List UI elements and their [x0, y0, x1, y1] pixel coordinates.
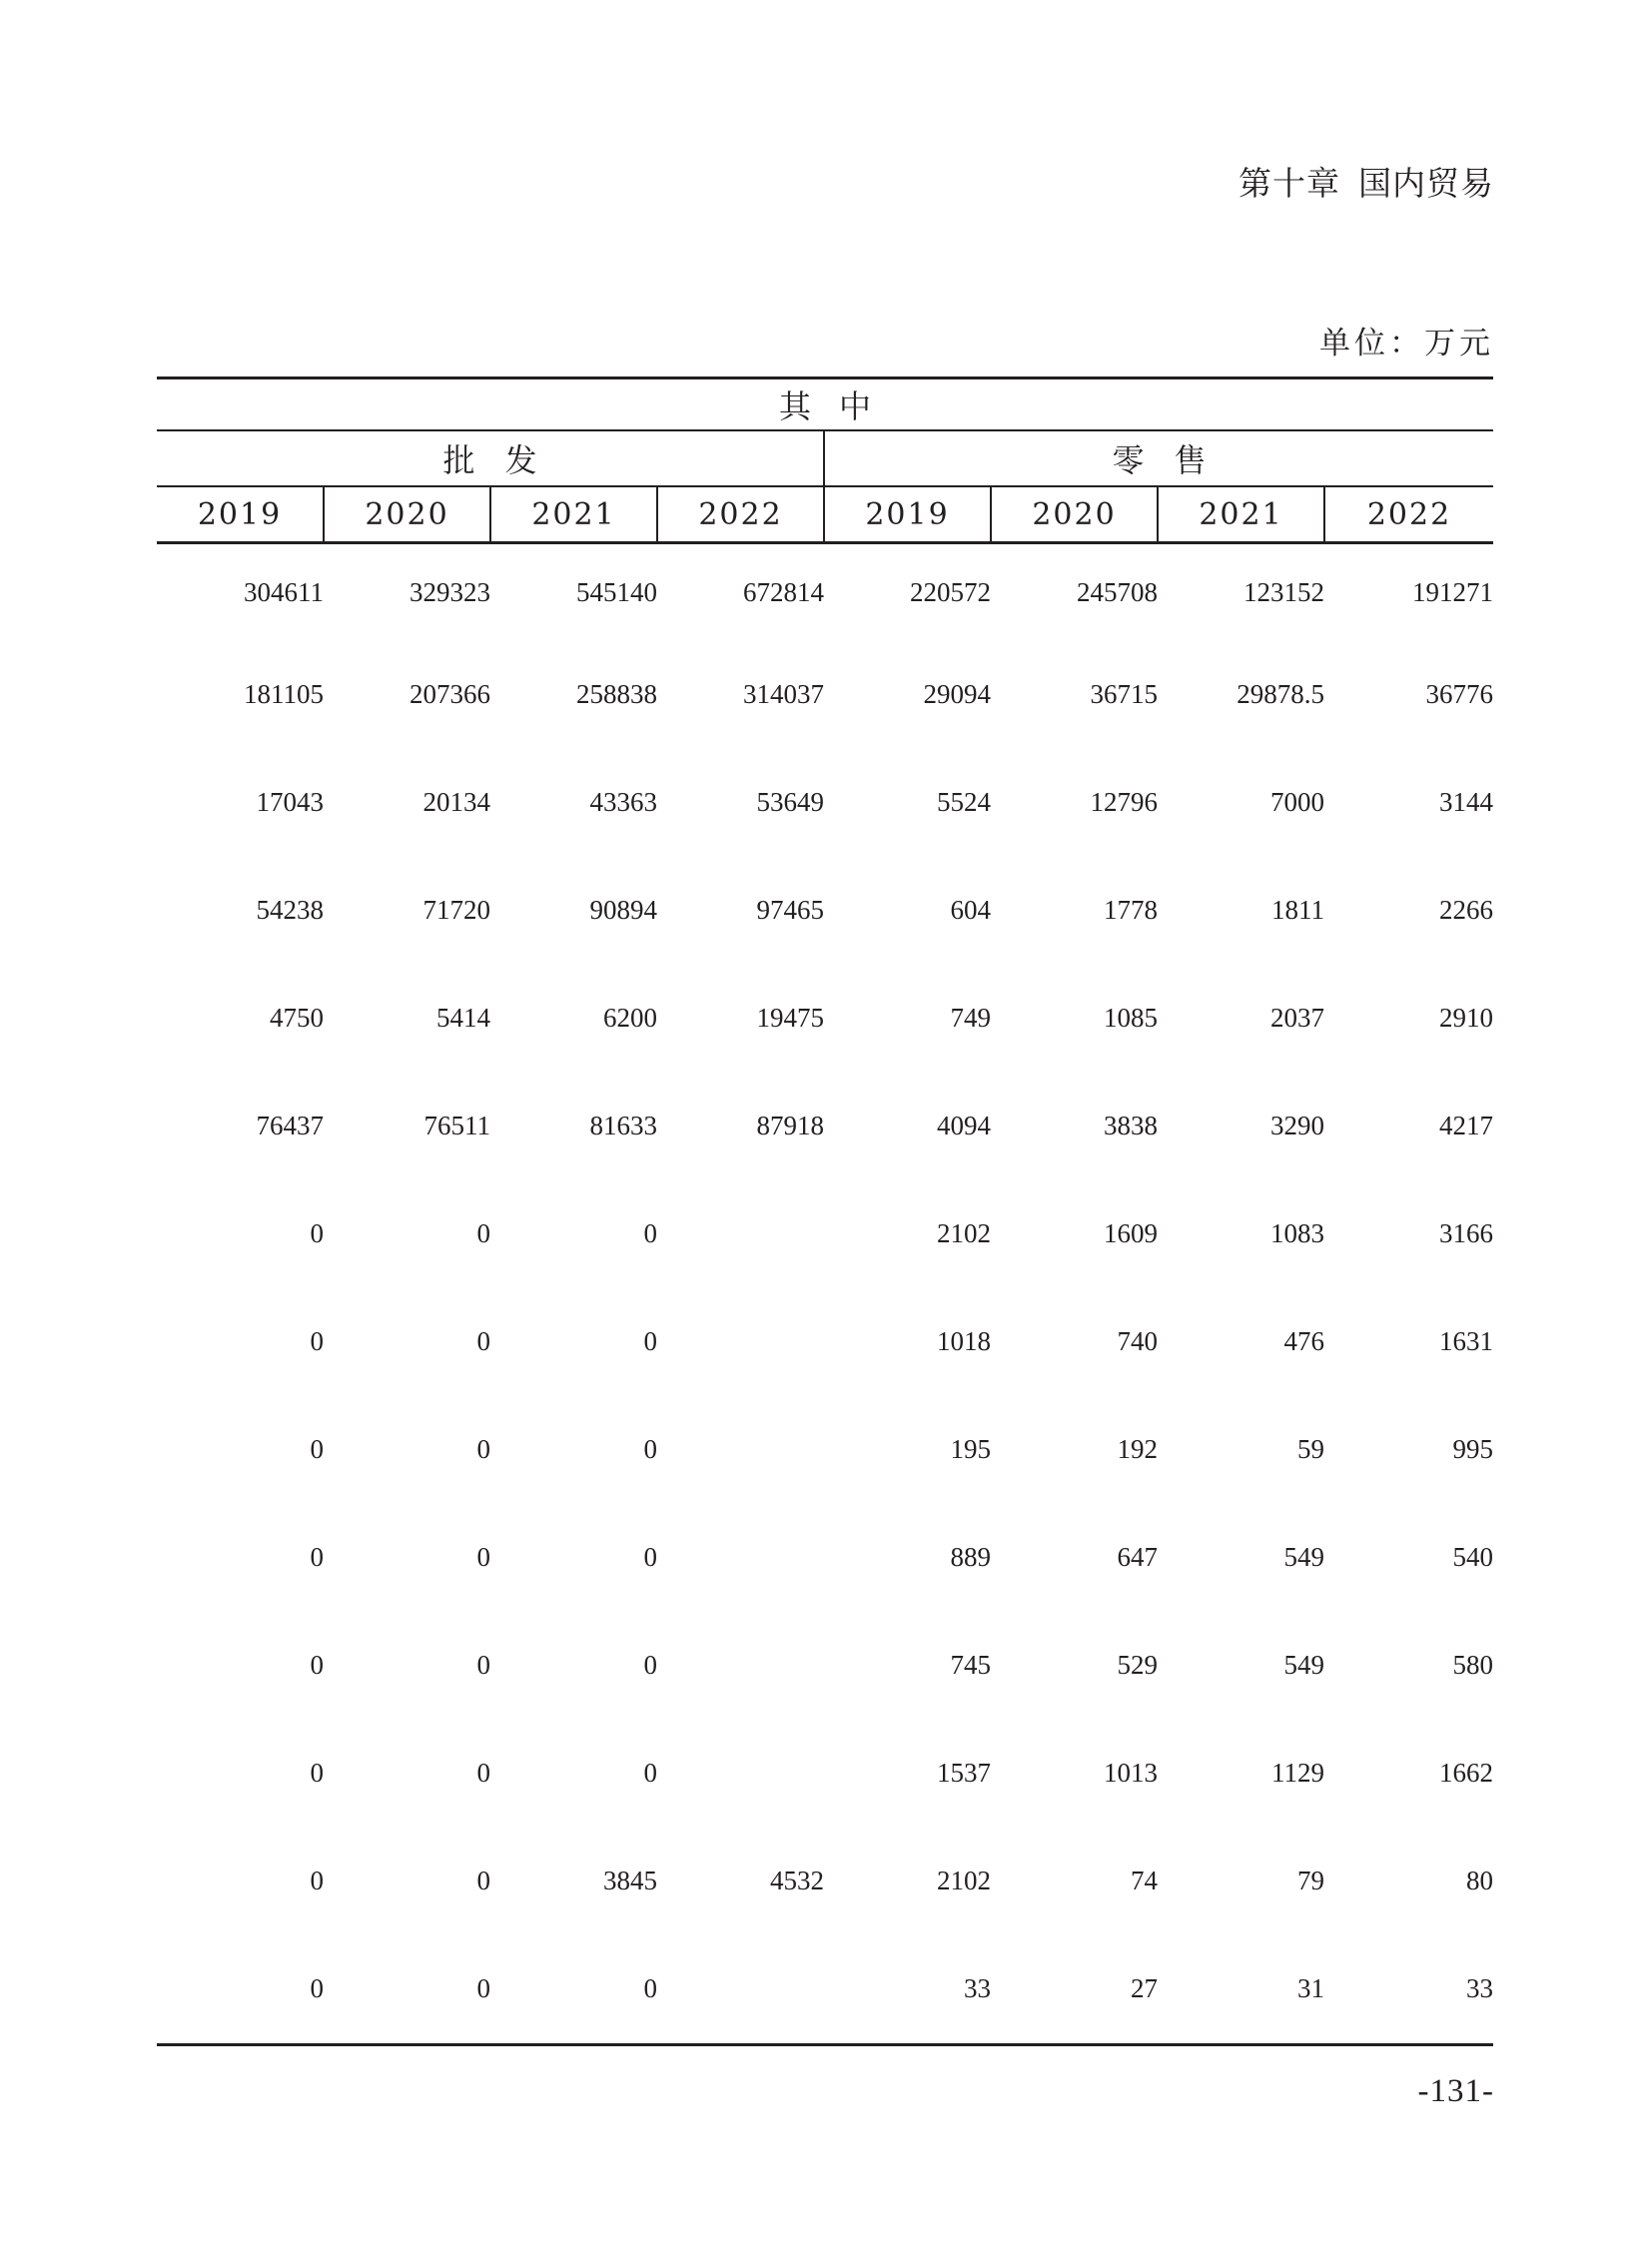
table-cell: 0	[643, 1757, 657, 1788]
table-cell: 76511	[423, 1110, 490, 1140]
chapter-number: 第十章	[1239, 164, 1340, 203]
table-header	[157, 378, 1493, 543]
table-cell: 81633	[589, 1110, 657, 1140]
page-number: -131-	[1417, 2073, 1494, 2109]
table-cell: 304611	[244, 576, 324, 607]
table-cell: 0	[310, 1541, 324, 1572]
table-cell: 549	[1283, 1541, 1324, 1572]
table-cell: 3290	[1270, 1110, 1324, 1140]
table-cell: 0	[476, 1541, 490, 1572]
table-cell: 29094	[923, 678, 991, 709]
table-row	[157, 1287, 1493, 1395]
table-cell: 54238	[256, 894, 324, 925]
table-body	[157, 543, 1493, 2043]
table-cell: 80	[1466, 1865, 1494, 1895]
table-row	[157, 1503, 1493, 1611]
table-cell: 0	[476, 1865, 490, 1895]
table-row	[157, 1179, 1493, 1287]
year-header: 2021	[1158, 486, 1324, 543]
table-cell: 2910	[1439, 1002, 1494, 1033]
table-cell: 87918	[756, 1110, 824, 1140]
table-cell: 245708	[1077, 576, 1158, 607]
table-cell: 4217	[1439, 1110, 1494, 1140]
table-cell: 1537	[937, 1757, 991, 1788]
year-header: 2020	[991, 486, 1158, 543]
table-row	[157, 1827, 1493, 1934]
table-cell: 0	[643, 1541, 657, 1572]
table-cell: 76437	[256, 1110, 324, 1140]
table-cell: 0	[643, 1433, 657, 1464]
table-cell: 53649	[756, 786, 824, 817]
table-cell: 123152	[1243, 576, 1324, 607]
table-cell: 33	[1466, 1972, 1494, 2003]
table-cell	[657, 1503, 824, 1611]
table-cell: 0	[476, 1649, 490, 1680]
table-cell: 31	[1297, 1972, 1324, 2003]
table-row	[157, 1395, 1493, 1503]
year-header: 2021	[490, 486, 657, 543]
table-cell: 0	[310, 1325, 324, 1356]
table-cell	[657, 1395, 824, 1503]
bottom-rule	[157, 2043, 1493, 2046]
table-cell: 0	[310, 1865, 324, 1895]
table-cell: 79	[1297, 1865, 1324, 1895]
table-cell: 1013	[1104, 1757, 1158, 1788]
table-cell: 580	[1452, 1649, 1494, 1680]
table-cell: 749	[950, 1002, 991, 1033]
year-header: 2019	[824, 486, 991, 543]
table-cell: 1085	[1104, 1002, 1158, 1033]
table-cell: 97465	[756, 894, 824, 925]
table-cell: 5524	[937, 786, 991, 817]
table-row	[157, 1719, 1493, 1827]
table-cell: 740	[1117, 1325, 1158, 1356]
table-cell: 207366	[410, 678, 490, 709]
table-cell: 12796	[1090, 786, 1158, 817]
table-cell: 1631	[1439, 1325, 1494, 1356]
table-cell: 529	[1117, 1649, 1158, 1680]
table-cell: 745	[950, 1649, 991, 1680]
table-cell: 549	[1283, 1649, 1324, 1680]
table-cell: 0	[476, 1217, 490, 1248]
table-cell	[657, 1287, 824, 1395]
table-cell: 995	[1452, 1433, 1494, 1464]
table-cell: 672814	[743, 576, 824, 607]
table-row	[157, 1934, 1493, 2042]
table-cell: 647	[1117, 1541, 1158, 1572]
table-cell: 71720	[422, 894, 490, 925]
chapter-heading	[1239, 158, 1494, 205]
table-cell: 258838	[576, 678, 657, 709]
year-header: 2022	[657, 486, 824, 543]
table-cell: 4750	[270, 1002, 324, 1033]
table-cell: 0	[476, 1433, 490, 1464]
table-cell: 74	[1131, 1865, 1158, 1895]
table-cell: 19475	[756, 1002, 824, 1033]
table-cell	[657, 1719, 824, 1827]
table-cell: 2037	[1270, 1002, 1324, 1033]
data-table	[157, 376, 1493, 2042]
table-cell: 0	[643, 1649, 657, 1680]
table-cell: 0	[643, 1325, 657, 1356]
table-cell: 1083	[1270, 1217, 1324, 1248]
year-header: 2019	[157, 486, 324, 543]
group-header: 其中	[157, 378, 1493, 431]
table-cell: 29878.5	[1237, 678, 1324, 709]
table-row	[157, 748, 1493, 856]
table-row	[157, 640, 1493, 748]
table-cell	[657, 1179, 824, 1287]
table-cell: 195	[950, 1433, 991, 1464]
table-cell: 20134	[422, 786, 490, 817]
table-cell: 0	[310, 1972, 324, 2003]
table-row	[157, 1072, 1493, 1179]
table-row	[157, 856, 1493, 964]
table-cell: 329323	[410, 576, 490, 607]
table-cell	[657, 1934, 824, 2042]
table-cell: 36776	[1425, 678, 1494, 709]
table-cell: 33	[964, 1972, 991, 2003]
chapter-title: 国内贸易	[1358, 164, 1494, 203]
table-cell: 0	[310, 1217, 324, 1248]
table-cell: 3838	[1104, 1110, 1158, 1140]
table-cell: 0	[476, 1757, 490, 1788]
table-cell: 0	[310, 1757, 324, 1788]
table-cell: 1778	[1104, 894, 1158, 925]
table-row	[157, 1611, 1493, 1719]
table-cell: 3845	[603, 1865, 657, 1895]
year-header: 2020	[324, 486, 490, 543]
table-cell: 1018	[937, 1325, 991, 1356]
table-cell: 2102	[937, 1217, 991, 1248]
table-cell: 36715	[1090, 678, 1158, 709]
table-cell: 0	[643, 1972, 657, 2003]
table-cell: 5414	[436, 1002, 490, 1033]
table-cell: 1129	[1271, 1757, 1324, 1788]
table-cell: 0	[476, 1972, 490, 2003]
table-cell: 7000	[1270, 786, 1324, 817]
table-cell: 59	[1297, 1433, 1324, 1464]
table-cell: 604	[950, 894, 991, 925]
table-cell: 889	[950, 1541, 991, 1572]
data-table-container	[157, 376, 1493, 2042]
table-row	[157, 543, 1493, 641]
table-cell: 0	[310, 1433, 324, 1464]
table-cell: 2266	[1439, 894, 1494, 925]
year-header: 2022	[1324, 486, 1493, 543]
table-cell: 27	[1131, 1972, 1158, 2003]
table-cell: 0	[643, 1217, 657, 1248]
table-cell: 0	[310, 1649, 324, 1680]
unit-label: 单位：万元	[1319, 326, 1494, 362]
table-cell: 476	[1283, 1325, 1324, 1356]
table-cell: 4532	[770, 1865, 824, 1895]
table-cell: 191271	[1412, 576, 1494, 607]
table-cell: 545140	[576, 576, 657, 607]
table-cell: 1662	[1439, 1757, 1494, 1788]
table-cell: 2102	[937, 1865, 991, 1895]
table-cell: 181105	[244, 678, 324, 709]
table-cell: 3166	[1439, 1217, 1494, 1248]
table-cell: 1609	[1104, 1217, 1158, 1248]
table-cell: 1811	[1271, 894, 1324, 925]
table-cell: 43363	[589, 786, 657, 817]
table-row	[157, 964, 1493, 1072]
table-cell: 90894	[589, 894, 657, 925]
table-cell: 192	[1117, 1433, 1158, 1464]
table-cell: 4094	[937, 1110, 991, 1140]
table-cell: 220572	[910, 576, 991, 607]
table-cell: 3144	[1439, 786, 1494, 817]
wholesale-header: 批发	[157, 430, 824, 486]
table-cell: 540	[1452, 1541, 1494, 1572]
table-cell	[657, 1611, 824, 1719]
retail-header: 零售	[824, 430, 1493, 486]
table-cell: 0	[476, 1325, 490, 1356]
table-cell: 6200	[603, 1002, 657, 1033]
table-cell: 17043	[256, 786, 324, 817]
table-cell: 314037	[743, 678, 824, 709]
